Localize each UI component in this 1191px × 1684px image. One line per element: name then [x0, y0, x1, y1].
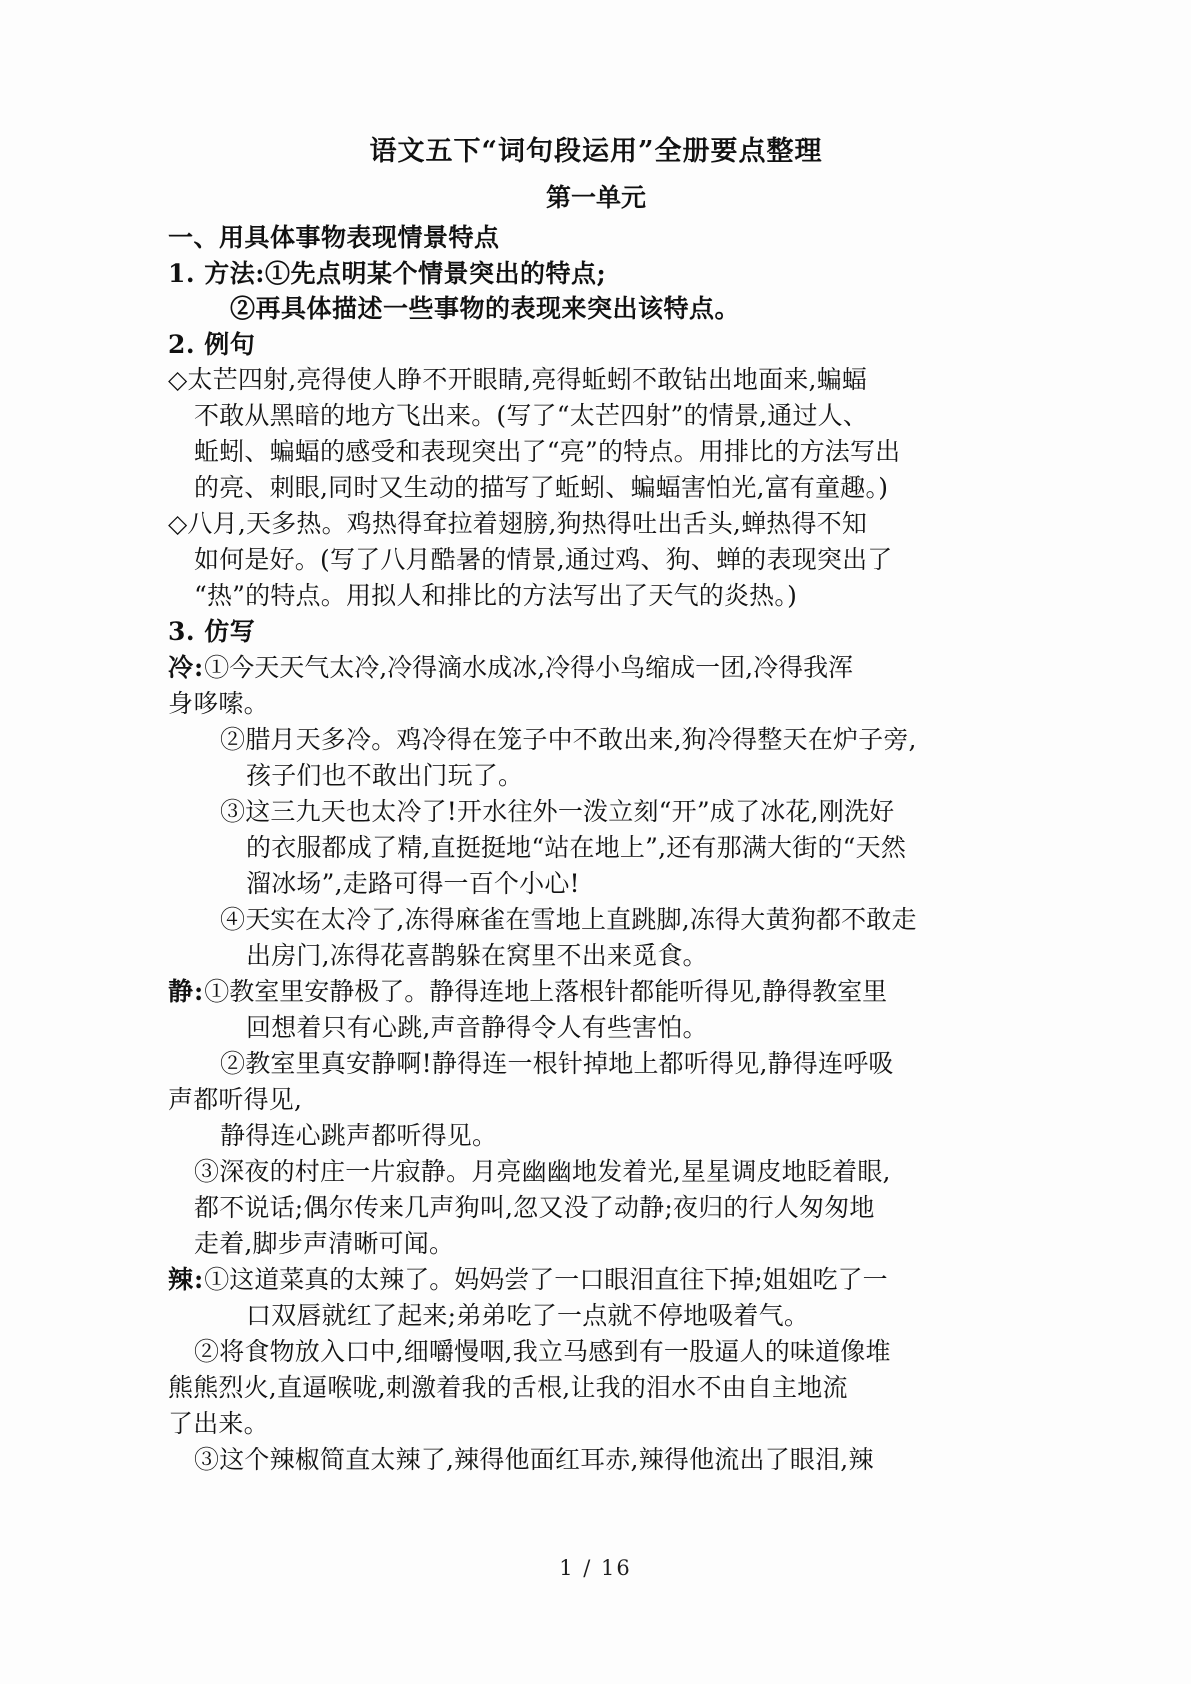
method-line-2-text: ②再具体描述一些事物的表现来突出该特点。 [230, 294, 741, 323]
group-quiet-line-3: ②教室里真安静啊!静得连一根针掉地上都听得见,静得连呼吸 [220, 1048, 894, 1078]
example-2-line-3: “热”的特点。用拟人和排比的方法写出了天气的炎热。) [194, 581, 798, 610]
group-quiet-line-4: 声都听得见, [168, 1084, 303, 1114]
section-heading-1: 一、用具体事物表现情景特点 [168, 223, 500, 252]
group-spicy-line-1 [168, 1262, 1024, 1298]
group-quiet-line-5: 静得连心跳声都听得见。 [220, 1120, 498, 1150]
group-quiet-line-2: 回想着只有心跳,声音静得令人有些害怕。 [246, 1012, 708, 1042]
group-spicy-line-2: 口双唇就红了起来;弟弟吃了一点就不停地吸着气。 [246, 1300, 810, 1330]
group-cold-line-1-text: ①今天天气太冷,冷得滴水成冰,冷得小鸟缩成一团,冷得我浑 [204, 652, 854, 682]
group-cold-line-7: 溜冰场”,走路可得一百个小心! [246, 868, 580, 898]
group-cold-line-6: 的衣服都成了精,直挺挺地“站在地上”,还有那满大街的“天然 [246, 832, 907, 862]
group-spicy-line-4: 熊熊烈火,直逼喉咙,刺激着我的舌根,让我的泪水不由自主地流 [168, 1372, 848, 1402]
group-quiet-line-8: 走着,脚步声清晰可闻。 [194, 1228, 455, 1258]
example-2-line-2: 如何是好。(写了八月酷暑的情景,通过鸡、狗、蝉的表现突出了 [194, 545, 893, 574]
group-spicy-line-3: ②将食物放入口中,细嚼慢咽,我立马感到有一股逼人的味道像堆 [194, 1336, 891, 1366]
group-quiet-line-7: 都不说话;偶尔传来几声狗叫,忽又没了动静;夜归的行人匆匆地 [194, 1192, 875, 1222]
group-cold-line-4: 孩子们也不敢出门玩了。 [246, 760, 524, 790]
group-cold-line-5: ③这三九天也太冷了!开水往外一泼立刻“开”成了冰花,刚洗好 [220, 796, 895, 826]
group-cold-line-1 [168, 650, 1024, 686]
method-line-1: 1. 方法:①先点明某个情景突出的特点; [168, 258, 607, 288]
group-quiet-line-6: ③深夜的村庄一片寂静。月亮幽幽地发着光,星星调皮地眨着眼, [194, 1156, 891, 1186]
group-cold-line-8: ④天实在太冷了,冻得麻雀在雪地上直跳脚,冻得大黄狗都不敢走 [220, 904, 917, 934]
group-cold-line-3: ②腊月天多冷。鸡冷得在笼子中不敢出来,狗冷得整天在炉子旁, [220, 724, 917, 754]
page-title: 语文五下“词句段运用”全册要点整理 [369, 136, 823, 167]
group-cold-line-9: 出房门,冻得花喜鹊躲在窝里不出来觅食。 [246, 940, 708, 970]
group-quiet-line-1 [168, 974, 1024, 1010]
subheading-examples: 2. 例句 [168, 329, 256, 359]
example-2-line-1: ◇八月,天多热。鸡热得耷拉着翅膀,狗热得吐出舌头,蝉热得不知 [168, 509, 868, 538]
group-cold-label: 冷: [168, 652, 205, 682]
group-quiet-label: 静: [168, 976, 205, 1006]
example-1-line-1: ◇太芒四射,亮得使人睁不开眼睛,亮得蚯蚓不敢钻出地面来,蝙蝠 [168, 365, 868, 394]
method-line-2 [168, 291, 1024, 327]
example-1-line-2: 不敢从黑暗的地方飞出来。(写了“太芒四射”的情景,通过人、 [194, 401, 869, 430]
subheading-imitation: 3. 仿写 [168, 617, 256, 646]
page-content [168, 132, 1024, 1478]
example-1-line-4: 的亮、刺眼,同时又生动的描写了蚯蚓、蝙蝠害怕光,富有童趣。) [194, 473, 889, 502]
group-quiet-line-1-text: ①教室里安静极了。静得连地上落根针都能听得见,静得教室里 [204, 976, 888, 1006]
group-spicy-line-1-text: ①这道菜真的太辣了。妈妈尝了一口眼泪直往下掉;姐姐吃了一 [204, 1264, 888, 1294]
group-spicy-line-5: 了出来。 [168, 1408, 269, 1438]
unit-heading: 第一单元 [545, 182, 646, 212]
page-footer: 1 / 16 [559, 1556, 632, 1580]
example-1-line-3: 蚯蚓、蝙蝠的感受和表现突出了“亮”的特点。用排比的方法写出 [194, 437, 901, 466]
group-cold-line-2: 身哆嗦。 [168, 688, 269, 718]
group-spicy-label: 辣: [168, 1264, 205, 1294]
group-spicy-line-6: ③这个辣椒简直太辣了,辣得他面红耳赤,辣得他流出了眼泪,辣 [194, 1444, 874, 1474]
